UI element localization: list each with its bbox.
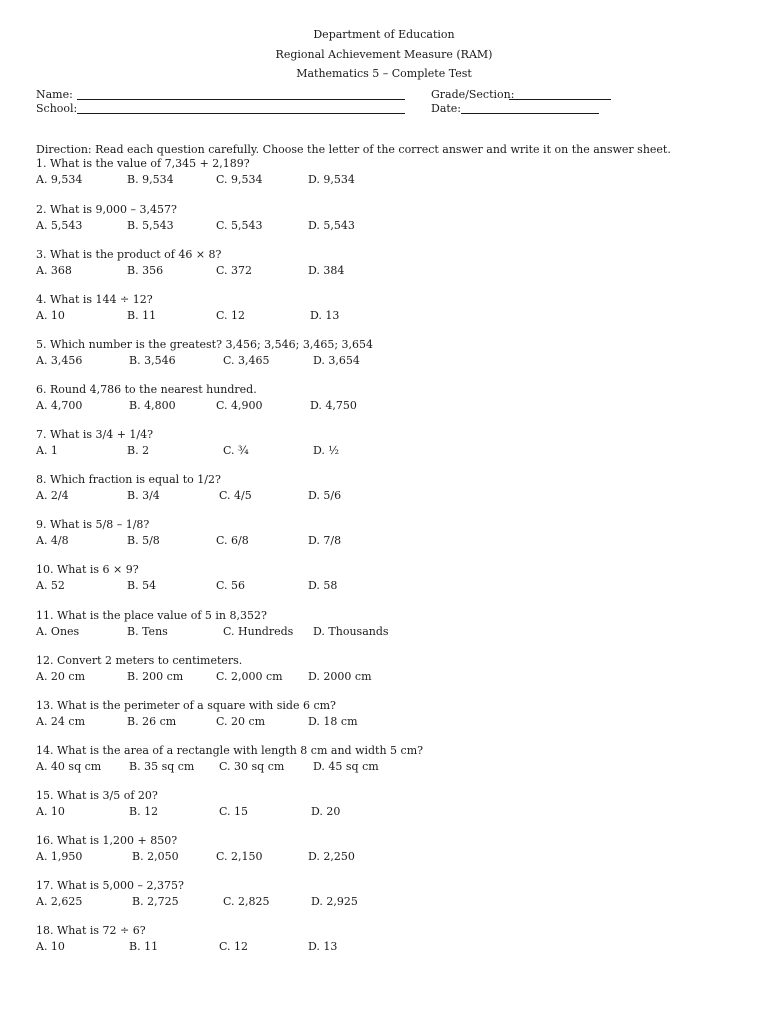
school-line[interactable]	[77, 113, 405, 114]
option-d: D. 2000 cm	[308, 670, 372, 683]
name-line[interactable]	[77, 99, 405, 100]
option-b: B. 2	[127, 444, 150, 457]
question-12	[36, 654, 736, 686]
question-text: 12. Convert 2 meters to centimeters.	[36, 654, 243, 667]
grade-section-label: Grade/Section:	[431, 88, 515, 101]
option-a: A. 24 cm	[36, 715, 86, 728]
question-14	[36, 744, 736, 776]
option-c: C. 9,534	[216, 173, 263, 186]
school-label: School:	[36, 102, 78, 115]
option-d: D. 18 cm	[308, 715, 358, 728]
option-d: D. 2,925	[311, 895, 358, 908]
question-text: 18. What is 72 ÷ 6?	[36, 924, 146, 937]
option-c: C. 2,150	[216, 850, 263, 863]
option-c: C. Hundreds	[223, 625, 294, 638]
question-text: 9. What is 5/8 – 1/8?	[36, 518, 150, 531]
option-c: C. 12	[216, 309, 246, 322]
question-16	[36, 834, 736, 866]
option-b: B. 2,725	[132, 895, 179, 908]
question-text: 6. Round 4,786 to the nearest hundred.	[36, 383, 257, 396]
option-a: A. 4/8	[36, 534, 69, 547]
question-text: 5. Which number is the greatest? 3,456; 3,546; 3,465; 3,654	[36, 338, 374, 351]
name-row	[36, 88, 736, 102]
department-title: Department of Education	[313, 28, 455, 41]
option-c: C. 372	[216, 264, 253, 277]
option-b: B. 26 cm	[127, 715, 177, 728]
option-d: D. 20	[311, 805, 341, 818]
option-a: A. 4,700	[36, 399, 83, 412]
question-13	[36, 699, 736, 731]
option-c: C. ¾	[223, 444, 249, 457]
question-text: 4. What is 144 ÷ 12?	[36, 293, 153, 306]
question-text: 17. What is 5,000 – 2,375?	[36, 879, 184, 892]
option-b: B. 4,800	[129, 399, 176, 412]
option-b: B. 2,050	[132, 850, 179, 863]
option-c: C. 4,900	[216, 399, 263, 412]
option-b: B. 35 sq cm	[129, 760, 195, 773]
option-d: D. 3,654	[313, 354, 360, 367]
option-a: A. 2/4	[36, 489, 69, 502]
question-1	[36, 157, 736, 189]
option-a: A. 40 sq cm	[36, 760, 102, 773]
option-d: D. 9,534	[308, 173, 355, 186]
option-d: D. 45 sq cm	[313, 760, 379, 773]
question-text: 7. What is 3/4 + 1/4?	[36, 428, 154, 441]
option-a: A. 368	[36, 264, 72, 277]
option-c: C. 6/8	[216, 534, 249, 547]
date-label: Date:	[431, 102, 462, 115]
option-d: D. ½	[313, 444, 340, 457]
option-a: A. 10	[36, 940, 65, 953]
option-b: B. 9,534	[127, 173, 174, 186]
option-b: B. 5/8	[127, 534, 160, 547]
option-b: B. 11	[129, 940, 159, 953]
question-17	[36, 879, 736, 911]
question-7	[36, 428, 736, 460]
question-text: 13. What is the perimeter of a square with side 6 cm?	[36, 699, 336, 712]
option-c: C. 12	[219, 940, 249, 953]
option-d: D. 5,543	[308, 219, 355, 232]
option-a: A. 2,625	[36, 895, 83, 908]
option-c: C. 15	[219, 805, 249, 818]
option-d: D. 13	[308, 940, 338, 953]
option-d: D. 2,250	[308, 850, 355, 863]
school-row	[36, 102, 736, 116]
option-c: C. 5,543	[216, 219, 263, 232]
date-line[interactable]	[461, 113, 599, 114]
option-b: B. 356	[127, 264, 164, 277]
question-5	[36, 338, 736, 370]
option-a: A. 1,950	[36, 850, 83, 863]
option-d: D. 13	[310, 309, 340, 322]
option-a: A. Ones	[36, 625, 80, 638]
question-text: 8. Which fraction is equal to 1/2?	[36, 473, 221, 486]
option-a: A. 3,456	[36, 354, 83, 367]
option-d: D. Thousands	[313, 625, 389, 638]
question-10	[36, 563, 736, 595]
assessment-title: Regional Achievement Measure (RAM)	[275, 48, 493, 61]
question-8	[36, 473, 736, 505]
question-9	[36, 518, 736, 550]
option-a: A. 20 cm	[36, 670, 86, 683]
option-d: D. 4,750	[310, 399, 357, 412]
option-b: B. 54	[127, 579, 157, 592]
directions: Direction: Read each question carefully. Choose the letter of the correct answer and write it on the answer sheet.	[36, 143, 671, 156]
option-a: A. 9,534	[36, 173, 83, 186]
question-text: 15. What is 3/5 of 20?	[36, 789, 158, 802]
question-text: 3. What is the product of 46 × 8?	[36, 248, 222, 261]
option-c: C. 30 sq cm	[219, 760, 285, 773]
option-c: C. 20 cm	[216, 715, 266, 728]
option-d: D. 58	[308, 579, 338, 592]
question-3	[36, 248, 736, 280]
option-d: D. 384	[308, 264, 345, 277]
option-b: B. 11	[127, 309, 157, 322]
option-b: B. 5,543	[127, 219, 174, 232]
question-text: 1. What is the value of 7,345 + 2,189?	[36, 157, 250, 170]
question-text: 16. What is 1,200 + 850?	[36, 834, 178, 847]
option-b: B. 3/4	[127, 489, 160, 502]
option-b: B. 200 cm	[127, 670, 184, 683]
grade-section-line[interactable]	[509, 99, 611, 100]
option-d: D. 5/6	[308, 489, 342, 502]
option-c: C. 3,465	[223, 354, 270, 367]
name-label: Name:	[36, 88, 73, 101]
question-4	[36, 293, 736, 325]
option-c: C. 2,825	[223, 895, 270, 908]
question-text: 10. What is 6 × 9?	[36, 563, 139, 576]
option-c: C. 56	[216, 579, 246, 592]
test-title: Mathematics 5 – Complete Test	[296, 67, 472, 80]
question-6	[36, 383, 736, 415]
question-2	[36, 203, 736, 235]
question-text: 11. What is the place value of 5 in 8,352?	[36, 609, 267, 622]
option-c: C. 4/5	[219, 489, 252, 502]
option-c: C. 2,000 cm	[216, 670, 283, 683]
option-b: B. 12	[129, 805, 159, 818]
option-a: A. 10	[36, 309, 65, 322]
option-b: B. Tens	[127, 625, 168, 638]
question-15	[36, 789, 736, 821]
option-b: B. 3,546	[129, 354, 176, 367]
question-11	[36, 609, 736, 641]
option-a: A. 1	[36, 444, 58, 457]
option-a: A. 5,543	[36, 219, 83, 232]
option-a: A. 52	[36, 579, 65, 592]
question-18	[36, 924, 736, 956]
question-text: 14. What is the area of a rectangle with length 8 cm and width 5 cm?	[36, 744, 424, 757]
question-text: 2. What is 9,000 – 3,457?	[36, 203, 177, 216]
option-d: D. 7/8	[308, 534, 342, 547]
option-a: A. 10	[36, 805, 65, 818]
